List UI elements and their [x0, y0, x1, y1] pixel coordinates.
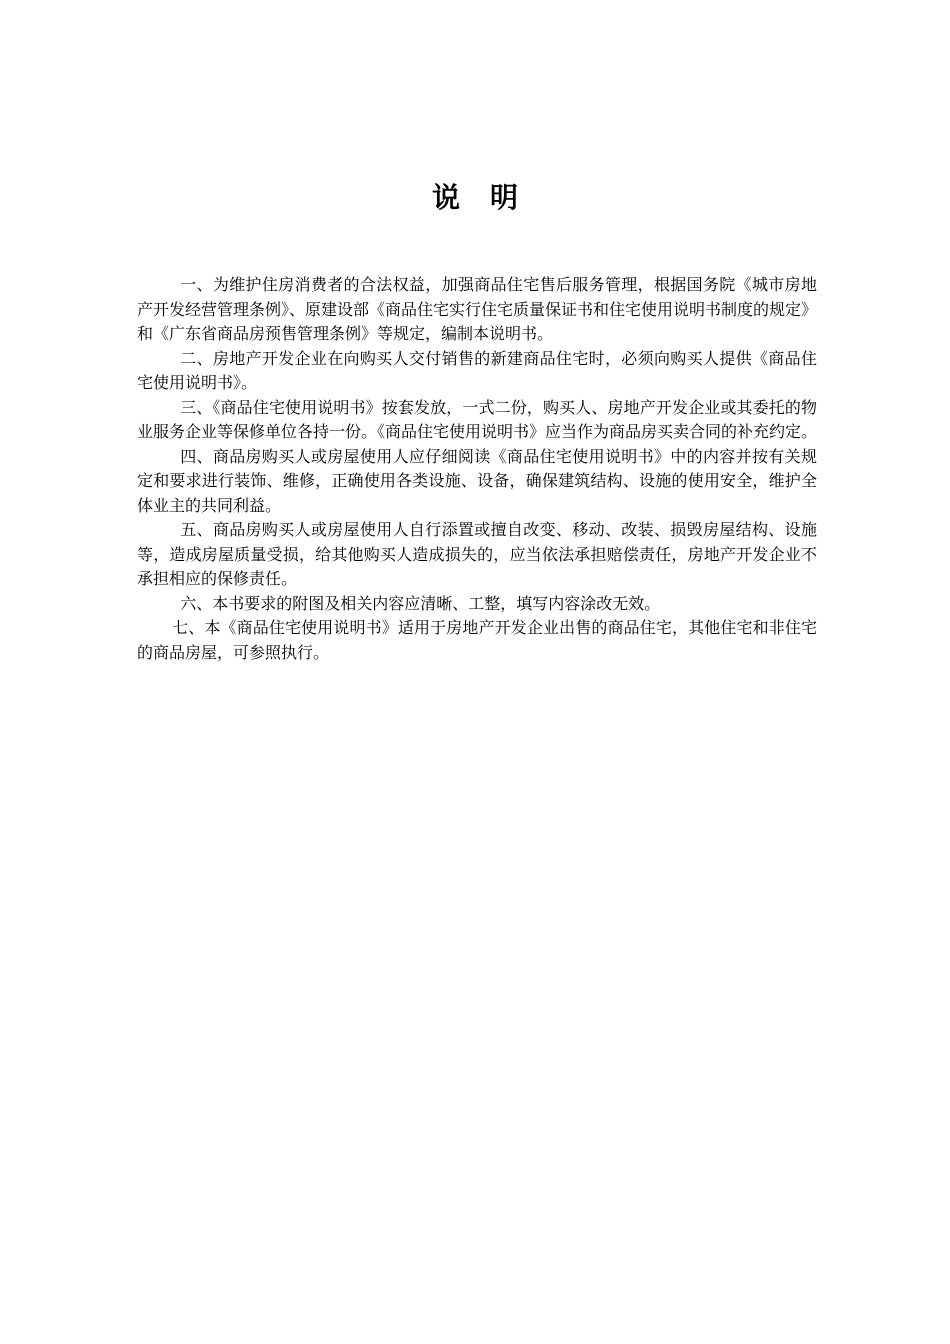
document-body: [137, 273, 817, 665]
paragraph-7: 七、本《商品住宅使用说明书》适用于房地产开发企业出售的商品住宅，其他住宅和非住宅的商品房屋，可参照执行。: [137, 618, 817, 662]
paragraph-1: 一、为维护住房消费者的合法权益，加强商品住宅售后服务管理，根据国务院《城市房地产开发经营管理条例》、原建设部《商品住宅实行住宅质量保证书和住宅使用说明书制度的规定》和《广东省商品房预售管理条例》等规定，编制本说明书。: [137, 275, 818, 343]
paragraph-4: 四、商品房购买人或房屋使用人应仔细阅读《商品住宅使用说明书》中的内容并按有关规定和要求进行装饰、维修，正确使用各类设施、设备，确保建筑结构、设施的使用安全，维护全体业主的共同利益。: [137, 446, 817, 515]
page-title: 说明: [431, 181, 548, 214]
paragraph-3: 三、《商品住宅使用说明书》按套发放，一式二份，购买人、房地产开发企业或其委托的物业服务企业等保修单位各持一份。《商品住宅使用说明书》应当作为商品房买卖合同的补充约定。: [137, 397, 818, 441]
paragraph-5: 五、商品房购买人或房屋使用人自行添置或擅自改变、移动、改装、损毁房屋结构、设施等，造成房屋质量受损，给其他购买人造成损失的，应当依法承担赔偿责任，房地产开发企业不承担相应的保修责任。: [137, 520, 817, 588]
paragraph-6: 六、本书要求的附图及相关内容应清晰、工整，填写内容涂改无效。: [180, 593, 661, 613]
paragraph-2: 二、房地产开发企业在向购买人交付销售的新建商品住宅时，必须向购买人提供《商品住宅使用说明书》。: [137, 348, 817, 392]
